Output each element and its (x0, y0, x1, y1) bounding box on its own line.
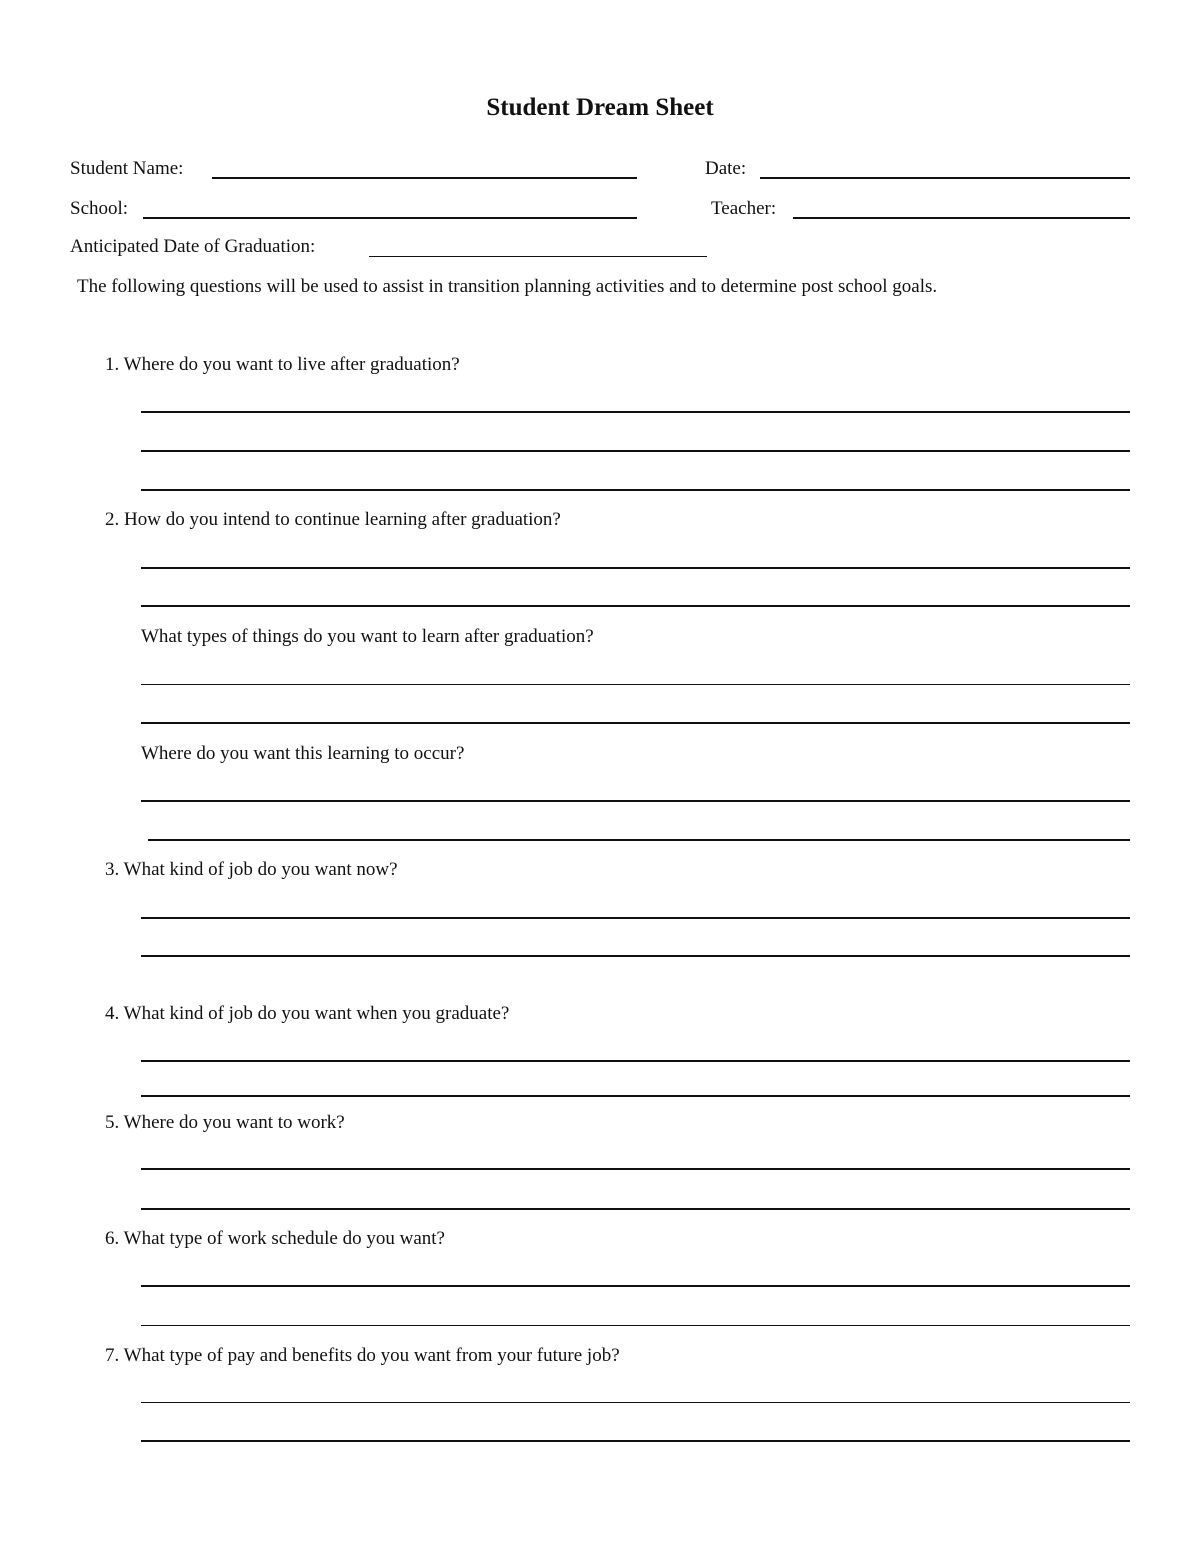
answer-line[interactable] (141, 1325, 1130, 1326)
question-2: 2. How do you intend to continue learning after graduation? (105, 509, 561, 530)
question-4: 4. What kind of job do you want when you graduate? (105, 1003, 510, 1024)
answer-line[interactable] (141, 605, 1130, 607)
answer-line[interactable] (148, 839, 1130, 841)
question-5: 5. Where do you want to work? (105, 1112, 345, 1133)
answer-line[interactable] (141, 411, 1130, 413)
school-label: School: (70, 198, 129, 219)
answer-line[interactable] (141, 1095, 1130, 1097)
school-field[interactable] (143, 217, 637, 219)
answer-line[interactable] (141, 1208, 1130, 1210)
question-1: 1. Where do you want to live after graduation? (105, 354, 460, 375)
answer-line[interactable] (141, 1440, 1130, 1442)
answer-line[interactable] (141, 955, 1130, 957)
answer-line[interactable] (141, 684, 1130, 685)
teacher-field[interactable] (793, 217, 1130, 219)
answer-line[interactable] (141, 1060, 1130, 1062)
student-name-field[interactable] (212, 177, 637, 179)
question-3: 3. What kind of job do you want now? (105, 859, 398, 880)
question-2a: What types of things do you want to learn after graduation? (141, 626, 594, 647)
answer-line[interactable] (141, 722, 1130, 724)
date-field[interactable] (760, 177, 1130, 179)
page-title: Student Dream Sheet (486, 94, 714, 121)
student-name-label: Student Name: (70, 158, 184, 179)
answer-line[interactable] (141, 450, 1130, 452)
question-2b: Where do you want this learning to occur? (141, 743, 465, 764)
intro-text: The following questions will be used to assist in transition planning activities and to determine post school goals. (77, 276, 938, 297)
answer-line[interactable] (141, 567, 1130, 569)
answer-line[interactable] (141, 1402, 1130, 1403)
answer-line[interactable] (141, 1168, 1130, 1170)
question-7: 7. What type of pay and benefits do you want from your future job? (105, 1345, 620, 1366)
graduation-date-label: Anticipated Date of Graduation: (70, 236, 316, 257)
answer-line[interactable] (141, 800, 1130, 802)
answer-line[interactable] (141, 489, 1130, 491)
answer-line[interactable] (141, 1285, 1130, 1287)
date-label: Date: (705, 158, 747, 179)
graduation-date-field[interactable] (369, 256, 707, 257)
question-6: 6. What type of work schedule do you want? (105, 1228, 445, 1249)
teacher-label: Teacher: (711, 198, 777, 219)
answer-line[interactable] (141, 917, 1130, 919)
